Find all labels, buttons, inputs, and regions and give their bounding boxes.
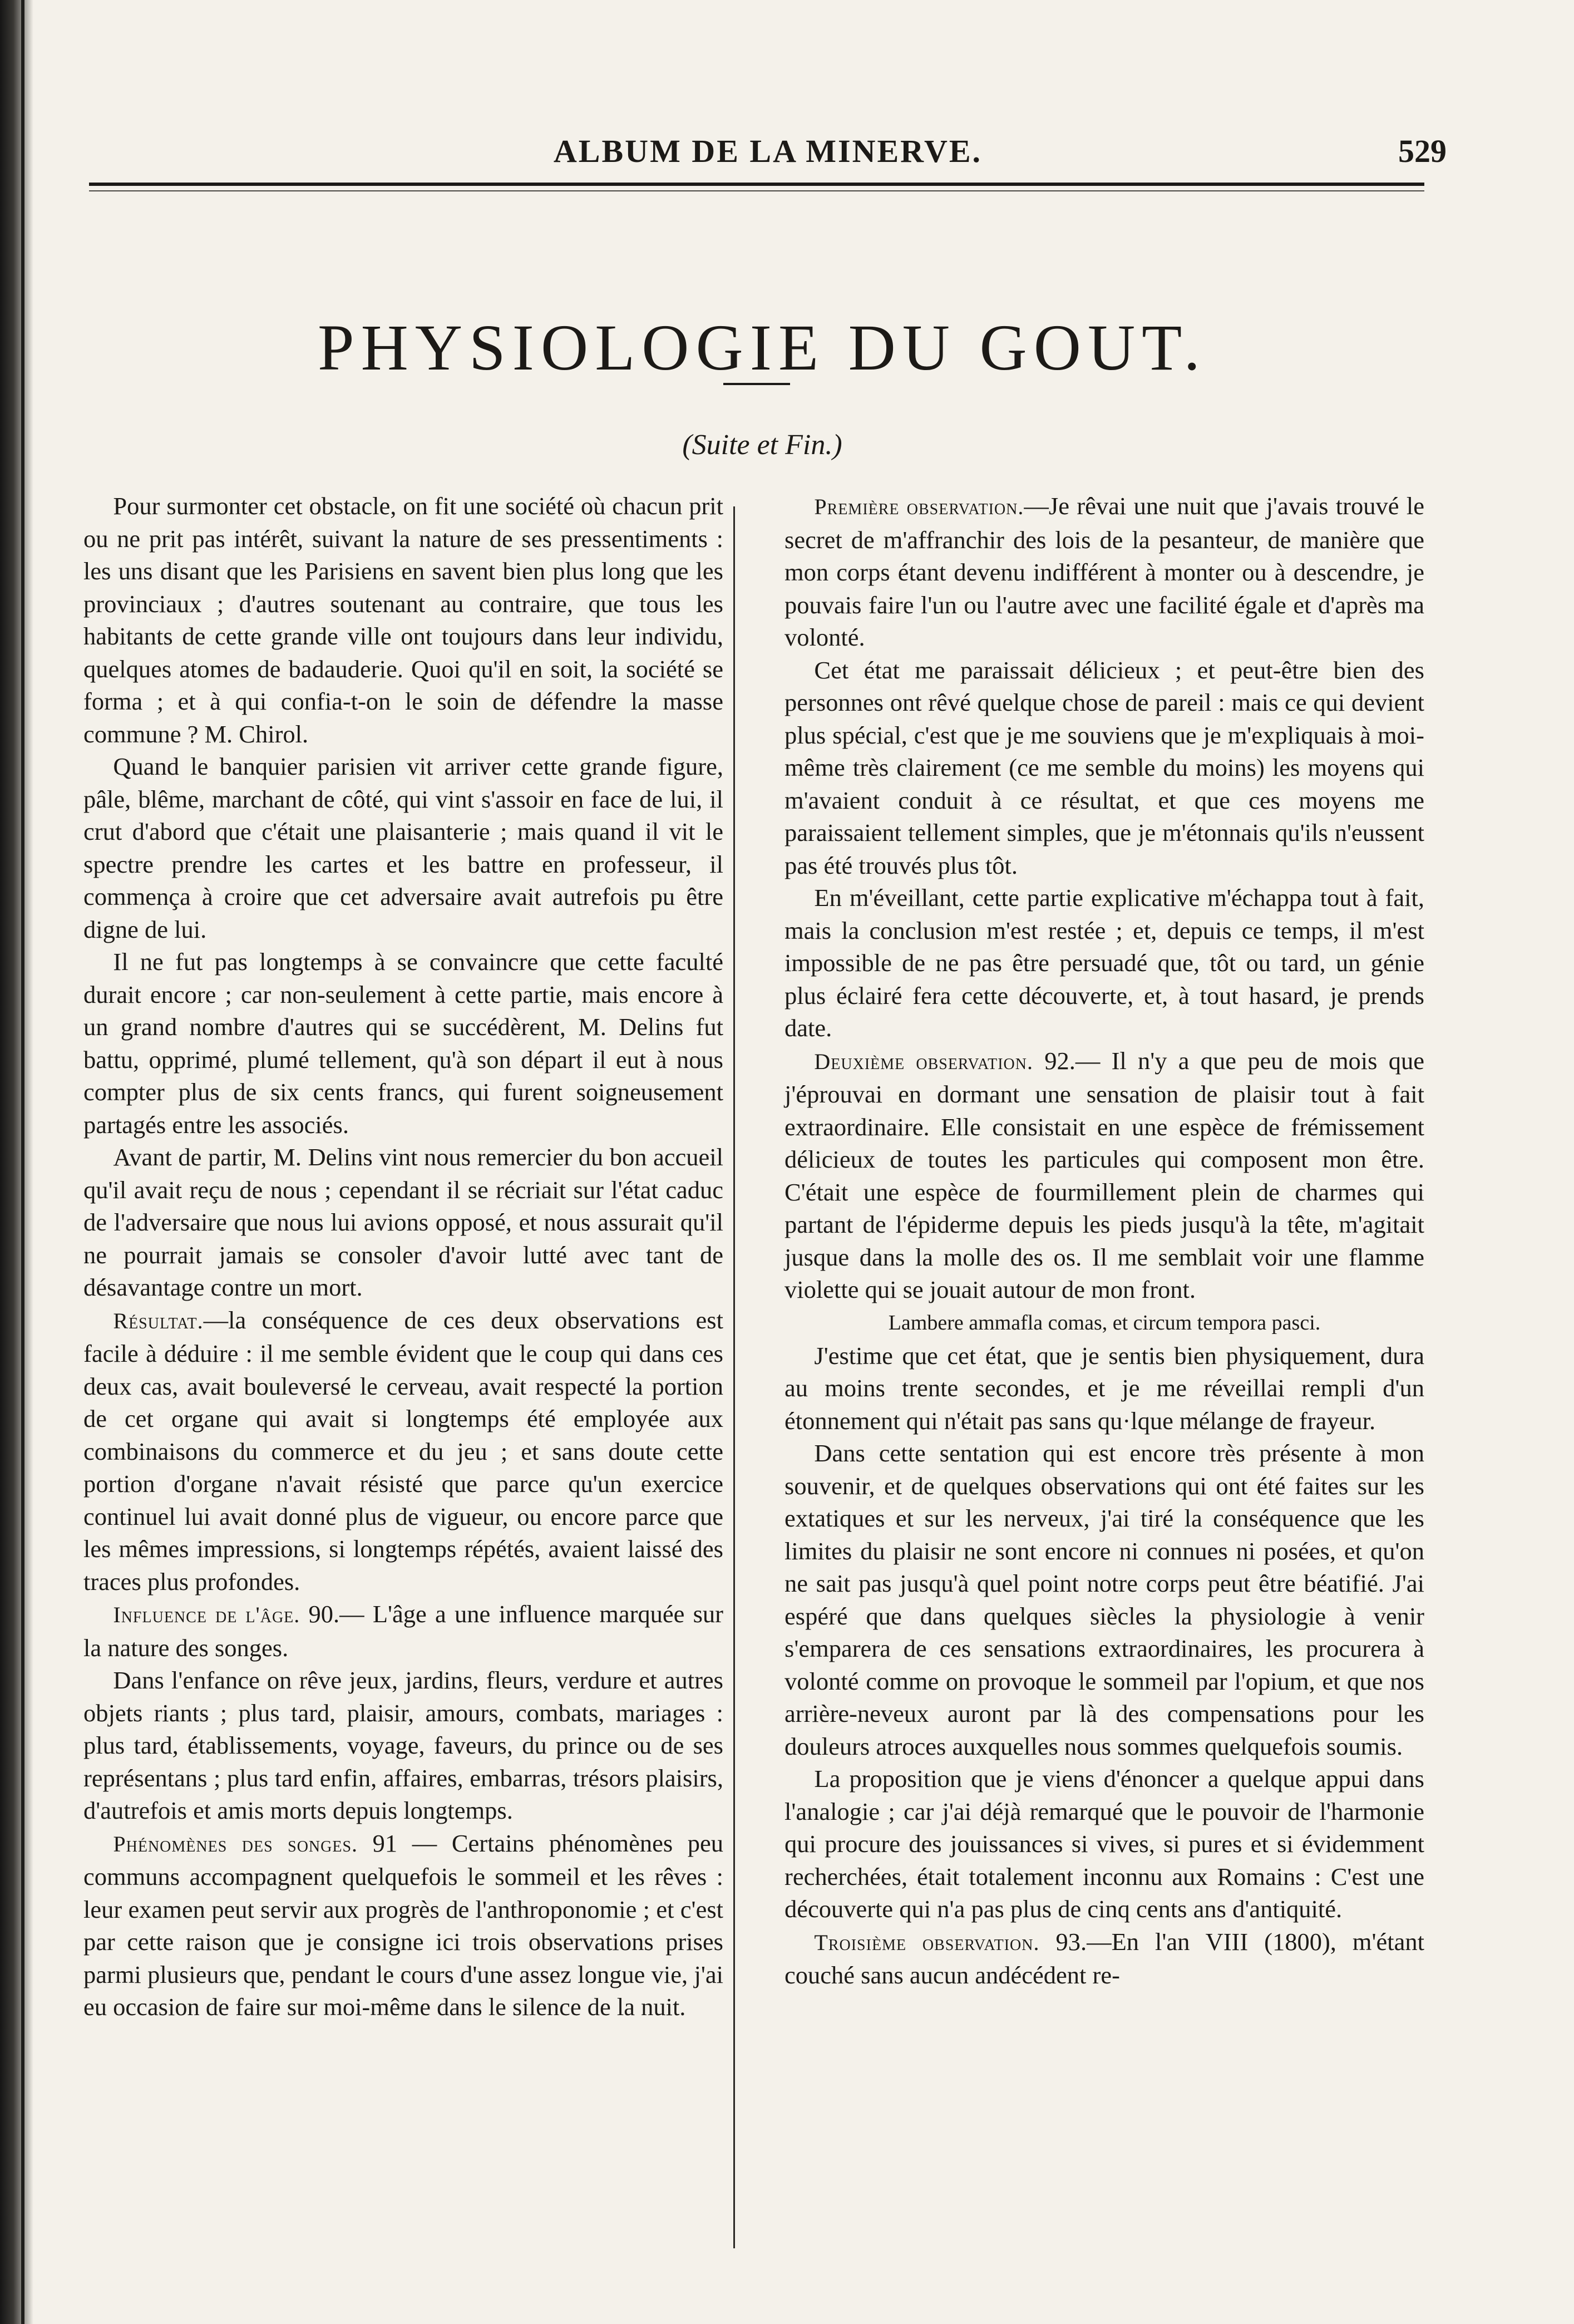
paragraph: Il ne fut pas longtemps à se convaincre que cette faculté durait encore ; car non-seulement à cette partie, mais encore à un grand nombre d'autres qui se succédèrent, M. Delins fut battu, opprimé, plumé tellement, qu'à son départ il eut à nous compter plus de six cents francs, qui furent soigneusement partagés entre les associés.: [83, 948, 723, 1139]
article-title: PHYSIOLOGIE DU GOUT.: [318, 311, 1207, 385]
section-label: Influence de l'âge.: [113, 1602, 300, 1627]
header-rule-fine: [89, 190, 1424, 191]
left-column: [83, 490, 723, 2023]
paragraph: [784, 1045, 1424, 1306]
paragraph-text: —Je rêvai une nuit que j'avais trouvé le secret de m'affranchir des lois de la pesanteur, de manière que mon corps étant devenu indifférent à monter ou à descendre, je pouvais faire l'un ou l'autre avec une facilité égale et d'après ma volonté.: [784, 492, 1424, 651]
page-number: 529: [1398, 133, 1447, 169]
section-label: Première observation.: [814, 494, 1024, 519]
paragraph: [83, 1598, 723, 1664]
paragraph-text: 90.— L'âge a une influence marquée sur la nature des songes.: [83, 1600, 723, 1662]
paragraph: J'estime que cet état, que je sentis bien physiquement, dura au moins trente secondes, et je me réveillai rempli d'un étonnement qui n'était pas sans qu·lque mélange de frayeur.: [784, 1341, 1424, 1435]
section-label: Résultat.: [113, 1308, 204, 1333]
paragraph: [784, 490, 1424, 654]
paragraph-text: —la conséquence de ces deux observations est facile à déduire : il me semble évident que le coup qui dans ces deux cas, avait bouleversé le cerveau, avait respecté la portion de cet organe qui avait si longtemps été employée aux combinaisons du commerce et du jeu ; et sans doute cette portion d'organe n'avait résisté que parce qu'un exercice continuel lui avait donné plus de vigueur, ou encore parce que les mêmes impressions, si longtemps répétés, avaient laissé des traces plus profondes.: [83, 1306, 723, 1596]
latin-quote: Lambere ammafla comas, et circum tempora pasci.: [888, 1311, 1321, 1335]
paragraph: En m'éveillant, cette partie explicative m'échappa tout à fait, mais la conclusion m'est restée ; et, depuis ce temps, il m'est impossible de ne pas être persuadé que, tôt ou tard, un génie plus éclairé fera cette découverte, et, à tout hasard, je prends date.: [784, 884, 1424, 1042]
paragraph-text: 93.—En l'an VIII (1800), m'étant couché sans aucun andécédent re-: [784, 1927, 1424, 1989]
paragraph: La proposition que je viens d'énoncer a quelque appui dans l'analogie ; car j'ai déjà remarqué que le pouvoir de l'harmonie qui procure des jouissances si vives, si pures et si évidemment recherchées, était totalement inconnu aux Romains : C'est une découverte qui n'a pas plus de cinq cents ans d'antiquité.: [784, 1765, 1424, 1923]
right-column: [784, 490, 1424, 1992]
paragraph: Dans cette sentation qui est encore très présente à mon souvenir, et de quelques observations qui ont été faites sur les extatiques et sur les nerveux, j'ai tiré la conséquence que les limites du plaisir ne sont encore ni connues ni posées, et qu'on ne sait pas jusqu'à quel point notre corps peut être béatifié. J'ai espéré que dans quelques siècles la physiologie à venir s'emparera de ces sensations extraordinaires, les procurera à volonté comme on provoque le sommeil par l'opium, et que nos arrière-neveux auront par là des compensations pour les douleurs atroces auxquelles nous sommes quelquefois soumis.: [784, 1439, 1424, 1760]
binding-shadow: [0, 0, 33, 2324]
section-label: Phénomènes des songes.: [113, 1831, 358, 1857]
header-rule: [89, 183, 1424, 186]
paragraph: Quand le banquier parisien vit arriver cette grande figure, pâle, blême, marchant de côté, qui vint s'assoir en face de lui, il crut d'abord que c'était une plaisanterie ; mais quand il vit le spectre prendre les cartes et les battre en professeur, il commença à croire que cet adversaire avait autrefois pu être digne de lui.: [83, 752, 723, 943]
paragraph-text: 91 — Certains phénomènes peu communs accompagnent quelquefois le sommeil et les rêves : leur examen peut servir aux progrès de l'anthroponomie ; et c'est par cette raison que je consigne ici trois observations prises parmi plusieurs que, pendant le cours d'une assez longue vie, j'ai eu occasion de faire sur moi-même dans le silence de la nuit.: [83, 1829, 723, 2021]
column-divider: [733, 506, 735, 2248]
running-head: [89, 132, 1447, 183]
paragraph: Avant de partir, M. Delins vint nous remercier du bon accueil qu'il avait reçu de nous ; cependant il se récriait sur l'état caduc de l'adversaire que nous lui avions opposé, et nous assurait qu'il ne pourrait jamais se consoler d'avoir lutté avec tant de désavantage contre un mort.: [83, 1143, 723, 1301]
title-rule: [723, 383, 790, 385]
paragraph: Pour surmonter cet obstacle, on fit une société où chacun prit ou ne prit pas intérêt, suivant la nature de ses pressentiments : les uns disant que les Parisiens en savent bien plus long que les provinciaux ; d'autres soutenant au contraire, que tous les habitants de cette grande ville ont toujours dans leur individu, quelques atomes de badauderie. Quoi qu'il en soit, la société se forma ; et à qui confia-t-on le soin de défendre la masse commune ? M. Chirol.: [83, 492, 723, 748]
binding-edge: [21, 0, 24, 2324]
running-title: ALBUM DE LA MINERVE.: [553, 133, 983, 169]
section-label: Deuxième observation.: [814, 1048, 1033, 1074]
paragraph-text: 92.— Il n'y a que peu de mois que j'éprouvai en dormant une sensation de plaisir tout à fait extraordinaire. Elle consistait en une espèce de frémissement délicieux de toutes les particules qui composent mon être. C'était une espèce de fourmillement plein de charmes qui partant de l'épiderme depuis les pieds jusqu'à la tête, m'agitait jusque dans la molle des os. Il me semblait voir une flamme violette qui se jouait autour de mon front.: [784, 1046, 1424, 1303]
paragraph: Dans l'enfance on rêve jeux, jardins, fleurs, verdure et autres objets riants ; plus tard, plaisir, amours, combats, mariages : plus tard, établissements, voyage, faveurs, du prince ou de ses représentans ; plus tard enfin, affaires, embarras, trésors plaisirs, d'autrefois et amis morts depuis longtemps.: [83, 1666, 723, 1824]
paragraph: [784, 1926, 1424, 1992]
paragraph: [83, 1827, 723, 2023]
section-label: Troisième observation.: [814, 1929, 1040, 1955]
paragraph: Cet état me paraissait délicieux ; et peut-être bien des personnes ont rêvé quelque chose de pareil : mais ce qui devient plus spécial, c'est que je me souviens que je m'expliquais à moi-même très clairement (ce me semble du moins) les moyens qui m'avaient conduit à ce résultat, et que ces moyens me paraissaient tellement simples, que je m'étonnais qu'ils n'eussent pas été trouvés plus tôt.: [784, 656, 1424, 879]
paragraph: [83, 1304, 723, 1598]
article-subtitle: (Suite et Fin.): [682, 429, 842, 461]
